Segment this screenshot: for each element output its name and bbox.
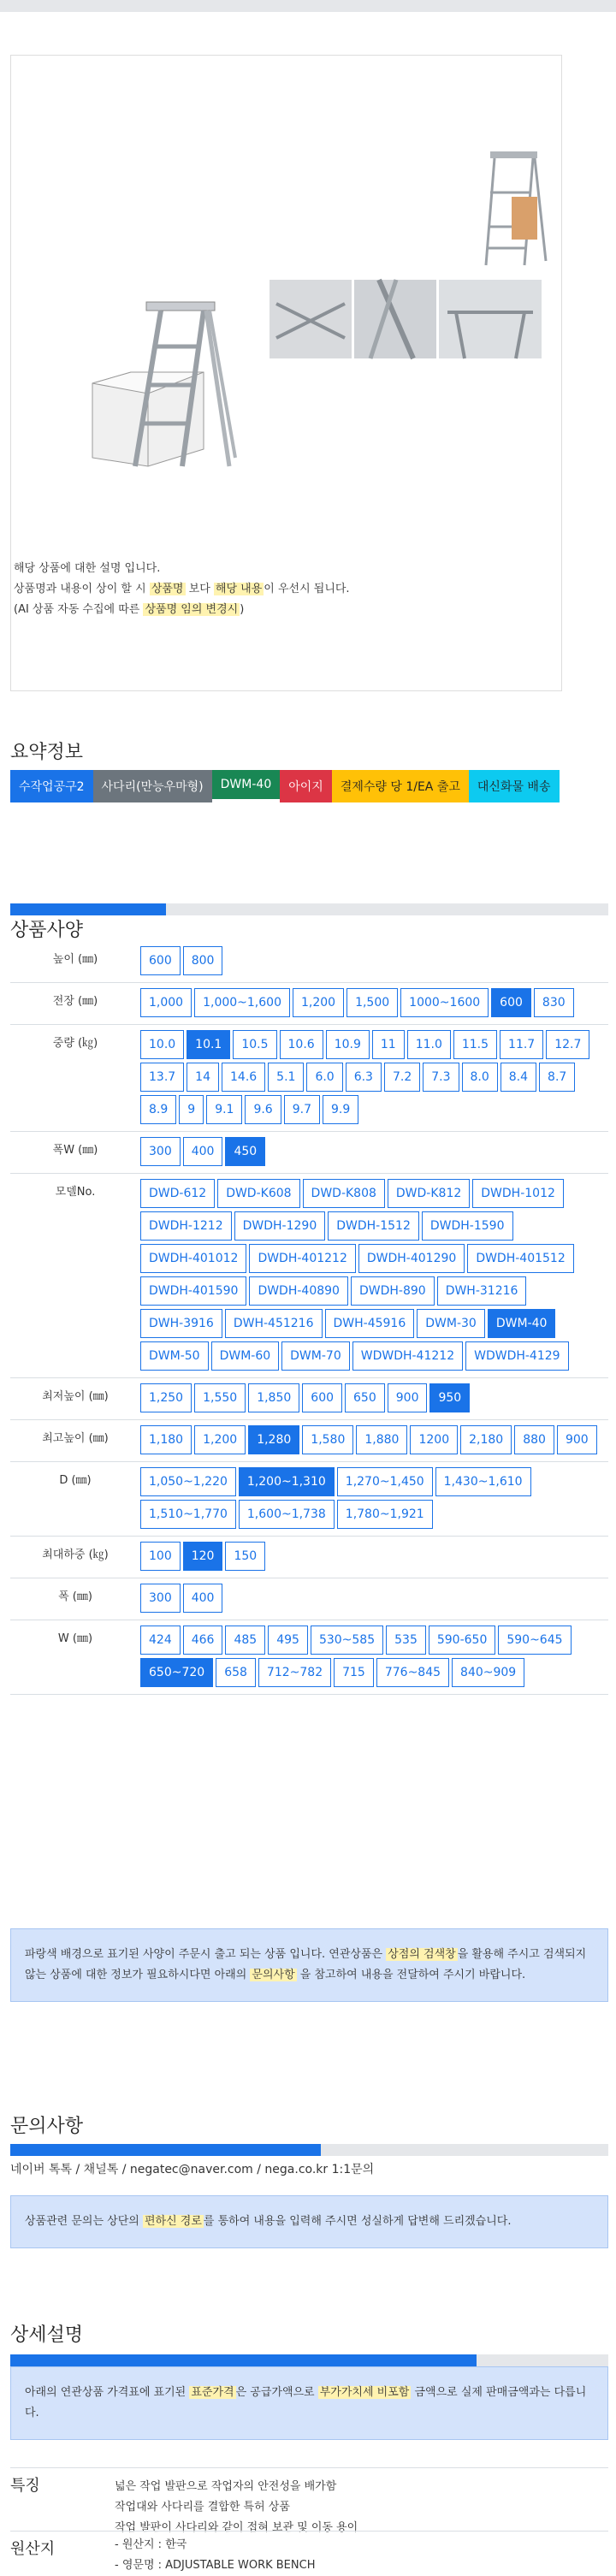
feature-item: 작업 발판이 사다리와 같이 접혀 보관 및 이동 용이 [115,2521,358,2534]
spec-option[interactable]: DWDH-1290 [234,1211,326,1241]
spec-option[interactable]: 658 [216,1658,256,1687]
spec-option[interactable]: DWD-612 [140,1179,215,1208]
spec-option[interactable]: 1,880 [356,1425,407,1454]
spec-label: 폭W (㎜) [10,1132,140,1174]
description-line-3: (AI 상품 자동 수집에 따른 상품명 임의 변경시 ) [14,603,245,616]
spec-options [140,1578,608,1620]
summary-title: 요약정보 [10,742,84,763]
spec-option[interactable]: 10.9 [326,1030,370,1059]
spec-row [10,941,608,983]
spec-option[interactable]: 1,430~1,610 [435,1467,531,1496]
spec-option[interactable]: 485 [225,1626,265,1655]
spec-row [10,1537,608,1578]
spec-option[interactable]: 8.4 [500,1063,536,1092]
spec-options [140,1174,608,1378]
spec-option-selected[interactable]: 120 [183,1542,223,1571]
spec-option[interactable]: DWDH-40890 [249,1276,348,1306]
spec-label: 최고높이 (㎜) [10,1420,140,1462]
spec-option[interactable]: 100 [140,1542,181,1571]
spec-option[interactable]: WDWDH-41212 [352,1341,463,1371]
spec-row [10,1174,608,1378]
spec-option[interactable]: 6.3 [346,1063,382,1092]
spec-option[interactable]: DWD-K808 [303,1179,385,1208]
spec-option[interactable]: 2,180 [460,1425,512,1454]
spec-option[interactable]: 1,270~1,450 [337,1467,433,1496]
spec-option[interactable]: 10.5 [233,1030,276,1059]
origin-row [10,2531,608,2571]
spec-option[interactable]: 776~845 [376,1658,449,1687]
detail-notice: 아래의 연관상품 가격표에 표기된 표준가격 은 공급가액으로 부가가치세 비포함 금액으로 실제 판매금액과는 다릅니다. [10,2366,608,2440]
spec-options [140,1025,608,1132]
spec-option[interactable]: 800 [183,946,223,975]
spec-option[interactable]: 1,200 [194,1425,246,1454]
spec-label: 폭 (㎜) [10,1578,140,1620]
spec-option[interactable]: 9.6 [245,1095,281,1124]
description-line-2: 상품명과 내용이 상이 할 시 상품명 보다 해당 내용 이 우선시 됩니다. [14,583,350,595]
spec-option[interactable]: 12.7 [546,1030,589,1059]
spec-option[interactable]: 9.1 [206,1095,242,1124]
spec-row [10,1462,608,1537]
spec-option[interactable]: 7.2 [384,1063,420,1092]
spec-option[interactable]: 600 [302,1383,342,1412]
spec-option[interactable]: DWDH-1012 [472,1179,564,1208]
spec-option[interactable]: 600 [140,946,181,975]
spec-option[interactable]: 830 [534,988,574,1017]
inquiry-title: 문의사항 [10,2116,84,2137]
spec-option[interactable]: 11.0 [407,1030,451,1059]
spec-option[interactable]: 8.0 [462,1063,498,1092]
specs-notice: 파랑색 배경으로 표기된 사양이 주문시 출고 되는 상품 입니다. 연관상품은 상점의 검색창 을 활용해 주시고 검색되지 않는 상품에 대한 정보가 필요하시다면 아래의 문의사항 을 참고하여 내용을 전달하여 주시기 바랍니다. [10,1928,608,2002]
spec-options [140,1132,608,1174]
spec-option-selected[interactable]: DWM-40 [488,1309,556,1338]
spec-option[interactable]: 590-650 [429,1626,496,1655]
spec-option[interactable]: DWH-451216 [225,1309,323,1338]
spec-row [10,1620,608,1695]
spec-option[interactable]: 1,600~1,738 [239,1500,335,1529]
spec-option[interactable]: DWDH-401012 [140,1244,246,1273]
spec-option[interactable]: 150 [225,1542,265,1571]
spec-option[interactable]: 5.1 [268,1063,304,1092]
spec-option-selected[interactable]: 600 [491,988,531,1017]
summary-badge: 대신화물 배송 [469,770,560,802]
spec-option-selected[interactable]: 1,200~1,310 [239,1467,335,1496]
spec-option[interactable]: DWM-50 [140,1341,209,1371]
origin-item: - 원산지 : 한국 [115,2538,187,2551]
spec-label: W (㎜) [10,1620,140,1695]
spec-option[interactable]: DWDH-1590 [422,1211,513,1241]
inquiry-progress-bar [10,2144,608,2156]
spec-label: D (㎜) [10,1462,140,1537]
spec-label: 높이 (㎜) [10,941,140,983]
spec-option[interactable]: 1200 [410,1425,458,1454]
contact-channels[interactable]: 네이버 톡톡 / 채널톡 / negatec@naver.com / nega.co.kr 1:1문의 [10,2163,375,2176]
spec-option[interactable]: 712~782 [258,1658,331,1687]
spec-options [140,1462,608,1537]
specs-progress-bar [10,903,608,915]
features-row [10,2467,608,2538]
feature-item: 넓은 작업 발판으로 작업자의 안전성을 배가함 [115,2480,337,2493]
spec-option[interactable]: 11.7 [500,1030,543,1059]
summary-badge: 수작업공구2 [10,770,93,802]
spec-option[interactable]: 1,550 [194,1383,246,1412]
spec-option-selected[interactable]: 10.1 [187,1030,230,1059]
summary-badge: DWM-40 [212,770,281,799]
spec-option[interactable]: 1,500 [346,988,398,1017]
spec-option[interactable]: 1,050~1,220 [140,1467,236,1496]
spec-option[interactable]: 300 [140,1137,181,1166]
main-product-image [11,56,563,535]
spec-option[interactable]: 300 [140,1584,181,1613]
spec-label: 전장 (㎜) [10,983,140,1025]
spec-label: 중량 (㎏) [10,1025,140,1132]
spec-option[interactable]: 8.7 [539,1063,575,1092]
description-line-1: 해당 상품에 대한 설명 입니다. [14,562,161,575]
spec-option[interactable]: 11 [372,1030,405,1059]
spec-option[interactable]: DWDH-1512 [328,1211,419,1241]
spec-label: 최저높이 (㎜) [10,1378,140,1420]
spec-option[interactable]: 900 [388,1383,428,1412]
spec-table [10,941,608,1695]
spec-label: 최대하중 (㎏) [10,1537,140,1578]
spec-option[interactable]: DWDH-401512 [467,1244,573,1273]
spec-option[interactable]: DWH-45916 [325,1309,415,1338]
spec-option[interactable]: DWDH-401290 [358,1244,465,1273]
spec-option[interactable]: 1,000 [140,988,192,1017]
features-label: 특징 [10,2477,40,2495]
spec-option[interactable]: 466 [183,1626,223,1655]
specs-title: 상품사양 [10,920,84,941]
spec-option[interactable]: 13.7 [140,1063,184,1092]
spec-option[interactable]: 14 [187,1063,219,1092]
spec-option[interactable]: 1,250 [140,1383,192,1412]
features-list [115,2477,358,2538]
feature-item: 작업대와 사다리를 결합한 특허 상품 [115,2501,290,2514]
spec-option[interactable]: 715 [334,1658,374,1687]
spec-row [10,1578,608,1620]
spec-option[interactable]: DWDH-1212 [140,1211,232,1241]
spec-options [140,1420,608,1462]
detail-title: 상세설명 [10,2324,84,2346]
origin-item: - 영문명 : ADJUSTABLE WORK BENCH [115,2559,316,2572]
spec-option[interactable]: DWM-70 [281,1341,350,1371]
spec-option[interactable]: 400 [183,1137,223,1166]
top-progress-bar [0,0,616,12]
spec-option[interactable]: WDWDH-4129 [465,1341,568,1371]
spec-row [10,983,608,1025]
spec-options [140,983,608,1025]
spec-option[interactable]: 900 [557,1425,597,1454]
spec-option[interactable]: 9 [179,1095,204,1124]
spec-option[interactable]: DWD-K608 [217,1179,299,1208]
spec-option[interactable]: 10.6 [280,1030,323,1059]
spec-option[interactable]: 10.0 [140,1030,184,1059]
spec-option[interactable]: DWDH-401590 [140,1276,246,1306]
inquiry-notice: 상품관련 문의는 상단의 편하신 경로 를 통하여 내용을 입력해 주시면 성실하게 답변해 드리겠습니다. [10,2195,608,2248]
spec-option[interactable]: 495 [268,1626,308,1655]
spec-option-selected[interactable]: 1,280 [248,1425,299,1454]
detail-progress-bar [10,2354,608,2366]
spec-option[interactable]: 14.6 [222,1063,265,1092]
spec-option[interactable]: 9.9 [323,1095,358,1124]
spec-option[interactable]: 1,780~1,921 [337,1500,433,1529]
spec-option[interactable]: 1,510~1,770 [140,1500,236,1529]
summary-badges [10,770,575,804]
spec-option[interactable]: 1,000~1,600 [194,988,290,1017]
spec-options [140,1620,608,1695]
spec-option[interactable]: 7.3 [423,1063,459,1092]
spec-option[interactable]: 9.7 [284,1095,320,1124]
spec-option[interactable]: 400 [183,1584,223,1613]
spec-option-selected[interactable]: 450 [225,1137,265,1166]
product-description [14,559,350,620]
spec-option[interactable]: 1000~1600 [400,988,489,1017]
spec-option[interactable]: DWDH-401212 [249,1244,355,1273]
spec-option[interactable]: 11.5 [453,1030,497,1059]
spec-option[interactable]: DWD-K812 [388,1179,470,1208]
spec-option[interactable]: 1,850 [248,1383,299,1412]
spec-option[interactable]: DWH-3916 [140,1309,222,1338]
spec-options [140,1537,608,1578]
spec-option[interactable]: 6.0 [306,1063,342,1092]
spec-option[interactable]: DWDH-890 [351,1276,435,1306]
spec-option[interactable]: 650 [345,1383,385,1412]
spec-option-selected[interactable]: 950 [429,1383,470,1412]
spec-option[interactable]: 424 [140,1626,181,1655]
spec-label: 모델No. [10,1174,140,1378]
spec-option[interactable]: 840~909 [452,1658,524,1687]
spec-option[interactable]: DWM-60 [211,1341,280,1371]
spec-option[interactable]: DWH-31216 [437,1276,527,1306]
spec-options [140,1378,608,1420]
origin-label: 원산지 [10,2540,56,2558]
spec-option[interactable]: 880 [514,1425,554,1454]
spec-option[interactable]: 590~645 [498,1626,571,1655]
spec-option[interactable]: 535 [386,1626,426,1655]
spec-option-selected[interactable]: 650~720 [140,1658,213,1687]
spec-row [10,1378,608,1420]
summary-badge: 아이지 [280,770,332,802]
spec-row [10,1420,608,1462]
spec-row [10,1025,608,1132]
spec-option[interactable]: 1,180 [140,1425,192,1454]
spec-row [10,1132,608,1174]
spec-option[interactable]: 530~585 [311,1626,383,1655]
spec-option[interactable]: 1,200 [293,988,344,1017]
spec-option[interactable]: 1,580 [302,1425,353,1454]
summary-badge: 결제수량 당 1/EA 출고 [332,770,469,802]
spec-option[interactable]: DWM-30 [417,1309,485,1338]
summary-badge: 사다리(만능우마형) [93,770,212,802]
spec-options [140,941,608,983]
spec-option[interactable]: 8.9 [140,1095,176,1124]
